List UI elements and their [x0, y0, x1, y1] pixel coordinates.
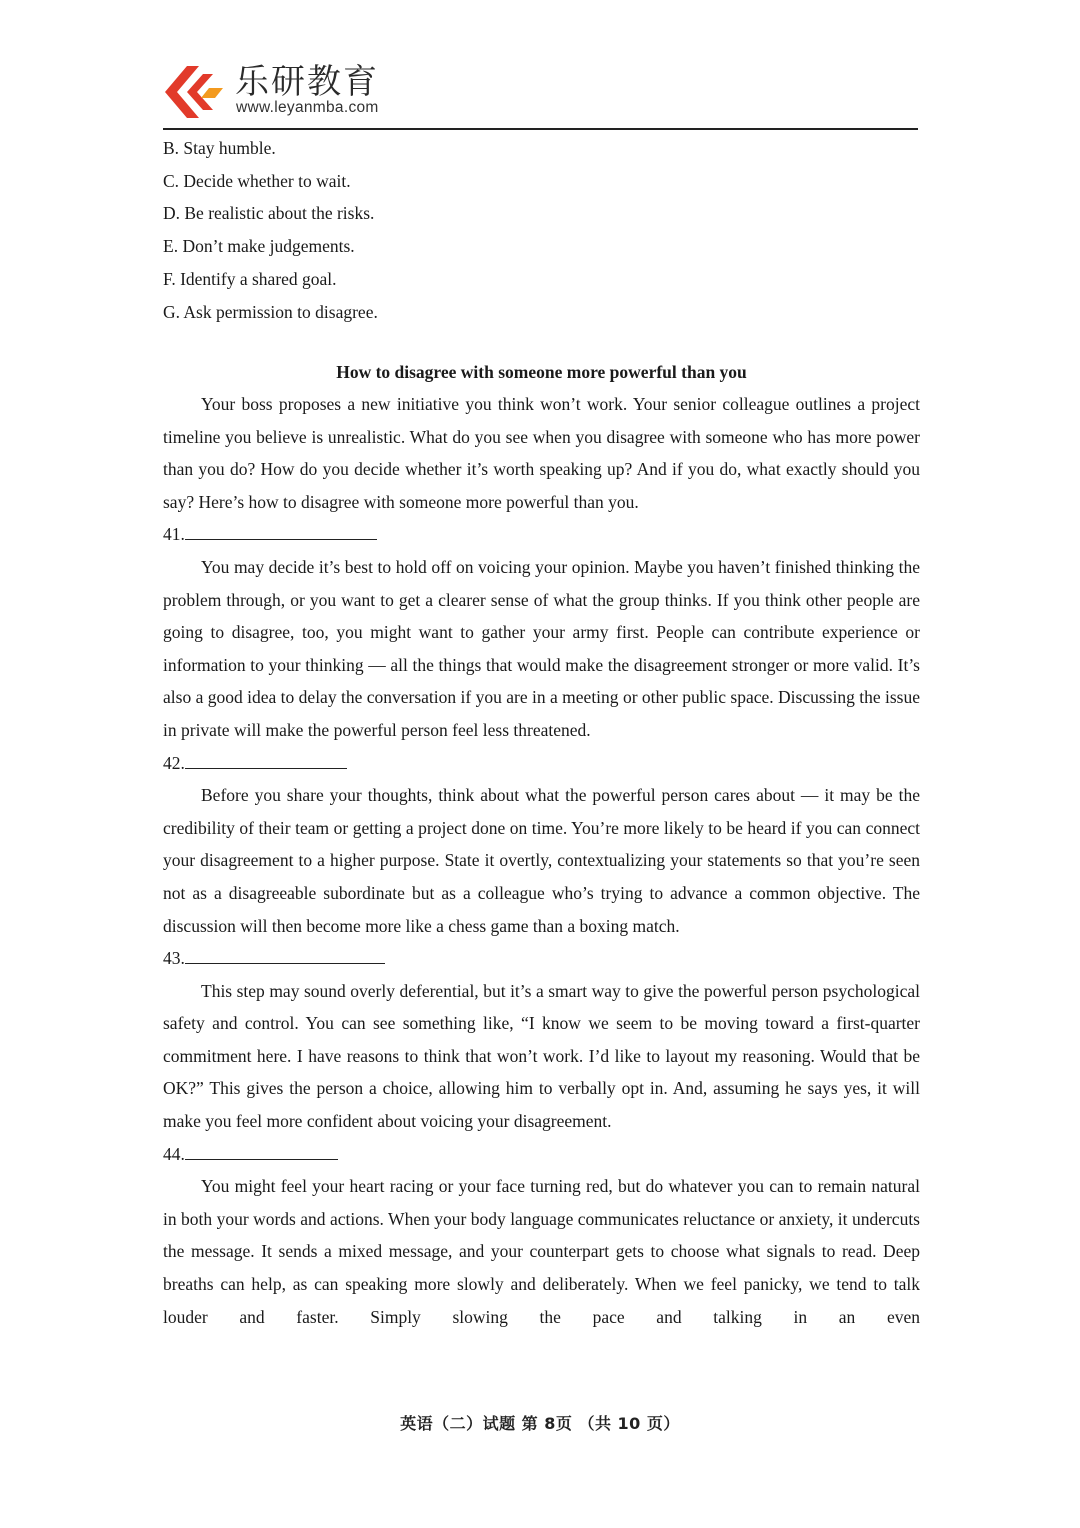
option-b: B. Stay humble. [163, 138, 276, 158]
leyan-logo-icon [163, 64, 225, 120]
answer-blank-43[interactable] [185, 943, 385, 964]
article-title: How to disagree with someone more powerful than you [336, 362, 747, 382]
answer-blank-44[interactable] [185, 1139, 338, 1160]
option-d: D. Be realistic about the risks. [163, 203, 375, 224]
header-divider [163, 128, 918, 130]
option-c: C. Decide whether to wait. [163, 170, 351, 191]
question-number: 42. [163, 752, 185, 773]
paragraph-41: You may decide it’s best to hold off on voicing your opinion. Maybe you haven’t finished thinking the problem through, or you want to get a clearer sense of what the group thinks. If you think other people are going to disagree, too, you might want to gather your army first. People can contribute experience or information to your thinking — all the things that would make the disagreement stronger or more valid. It’s also a good idea to delay the conversation if you are in a meeting or other public space. Discussing the issue in private will make the powerful person feel less threatened. [163, 556, 920, 740]
question-number: 41. [163, 524, 185, 545]
article-body [163, 388, 920, 1333]
paragraph-42: Before you share your thoughts, think about what the powerful person cares about — it may be the credibility of their team or getting a project done on time. You’re more likely to be heard if you can connect your disagreement to a higher purpose. State it overtly, contextualizing your statements so that you’re seen not as a disagreeable subordinate but as a colleague who’s trying to advance a common objective. The discussion will then become more like a chess game than a boxing match. [163, 785, 920, 936]
answer-blank-42[interactable] [185, 748, 347, 769]
option-e: E. Don’t make judgements. [163, 236, 355, 257]
question-number: 43. [163, 948, 185, 969]
answer-blank-41[interactable] [185, 519, 377, 540]
option-f: F. Identify a shared goal. [163, 268, 337, 289]
page-footer: 英语（二）试题 第 8页 （共 10 页） [400, 1414, 680, 1433]
paragraph-43: This step may sound overly deferential, but it’s a smart way to give the powerful person psychological safety and control. You can see something like, “I know we seem to be moving toward a first-quarter commitment here. I have reasons to think that won’t work. I’d like to layout my reasoning. Would that be OK?” This gives the person a choice, allowing him to verbally opt in. And, assuming he says yes, it will make you feel more confident about voicing your disagreement. [163, 980, 920, 1132]
question-42 [163, 747, 920, 780]
intro-paragraph: Your boss proposes a new initiative you think won’t work. Your senior colleague outlines a project timeline you believe is unrealistic. What do you see when you disagree with someone who has more power than you do? How do you decide whether it’s worth speaking up? And if you do, what exactly should you say? Here’s how to disagree with someone more powerful than you. [163, 394, 920, 512]
question-number: 44. [163, 1143, 185, 1164]
option-g: G. Ask permission to disagree. [163, 301, 378, 322]
paragraph-44: You might feel your heart racing or your face turning red, but do whatever you can to remain natural in both your words and actions. When your body language communicates reluctance or anxiety, it undercuts the message. It sends a mixed message, and your counterpart gets to choose what signals to read. Deep breaths can help, as can speaking more slowly and deliberately. When we feel panicky, we tend to talk louder and faster. Simply slowing the pace and talking in an even [163, 1176, 920, 1327]
page-header [163, 60, 918, 132]
question-44 [163, 1138, 920, 1171]
question-41 [163, 518, 920, 551]
question-43 [163, 942, 920, 975]
logo-url: www.leyanmba.com [236, 99, 379, 116]
answer-options-list [163, 132, 763, 328]
logo-name: 乐研教育 [235, 62, 379, 102]
